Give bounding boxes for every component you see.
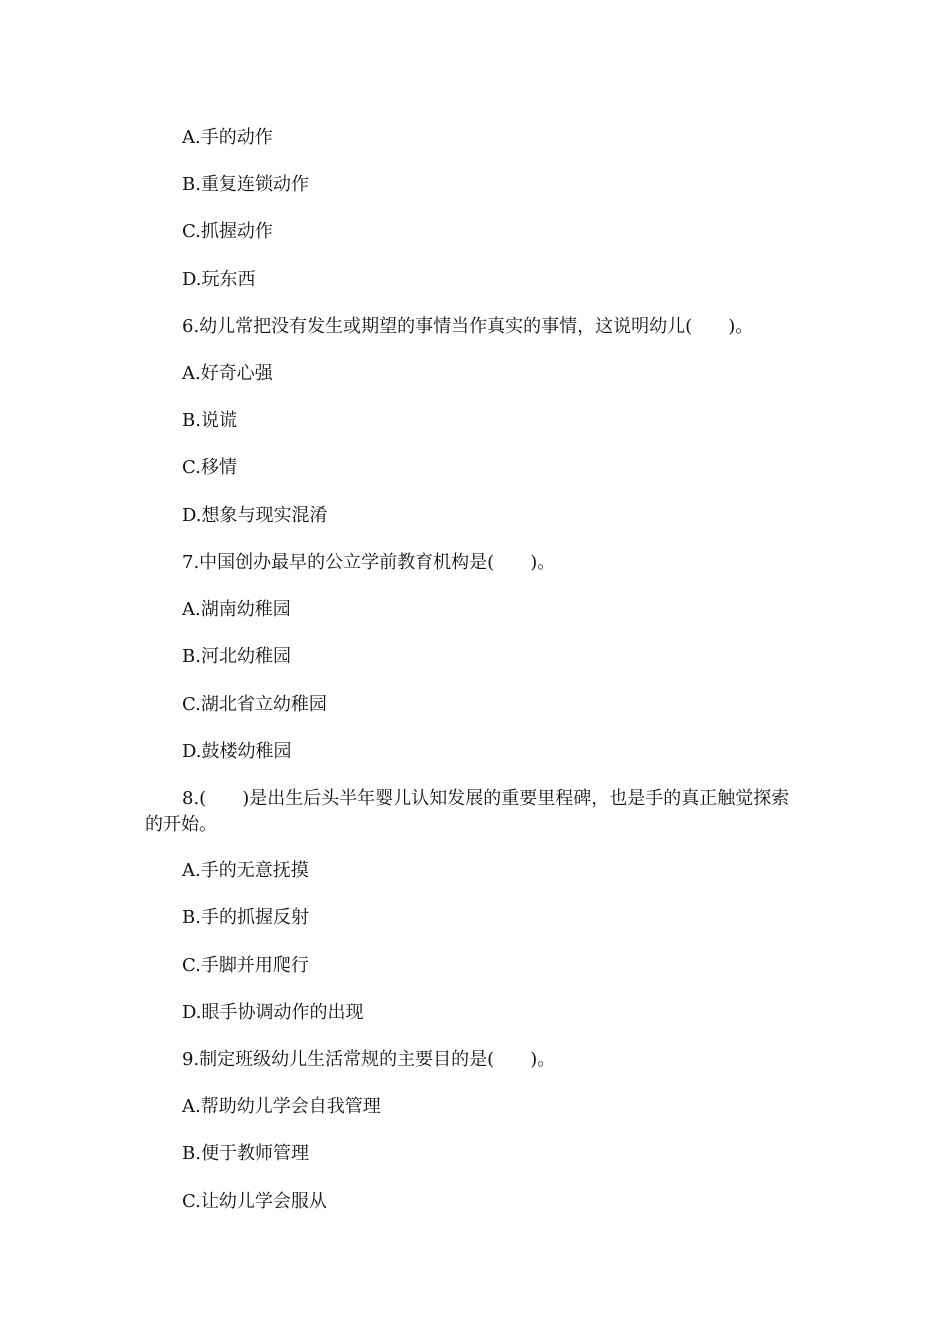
q6-option-b: B.说谎 (182, 410, 237, 431)
q7-option-b: B.河北幼稚园 (182, 646, 291, 667)
q8-option-d: D.眼手协调动作的出现 (182, 1002, 364, 1023)
question-9: 9.制定班级幼儿生活常规的主要目的是( )。 (182, 1049, 556, 1070)
q8-option-c: C.手脚并用爬行 (182, 955, 309, 976)
q7-option-d: D.鼓楼幼稚园 (182, 741, 292, 762)
q8-option-b: B.手的抓握反射 (182, 907, 309, 928)
q9-option-a: A.帮助幼儿学会自我管理 (182, 1096, 381, 1117)
question-6: 6.幼儿常把没有发生或期望的事情当作真实的事情，这说明幼儿( )。 (182, 316, 754, 337)
q6-option-d: D.想象与现实混淆 (182, 505, 328, 526)
q5-option-a: A.手的动作 (182, 127, 273, 148)
q6-option-c: C.移情 (182, 457, 237, 478)
q8-option-a: A.手的无意抚摸 (182, 860, 309, 881)
q5-option-d: D.玩东西 (182, 269, 256, 290)
q7-option-a: A.湖南幼稚园 (182, 599, 291, 620)
q7-option-c: C.湖北省立幼稚园 (182, 694, 327, 715)
q5-option-b: B.重复连锁动作 (182, 174, 309, 195)
question-8: 8.( )是出生后头半年婴儿认知发展的重要里程碑，也是手的真正触觉探索的开始。 (145, 788, 790, 835)
q5-option-c: C.抓握动作 (182, 221, 273, 242)
q9-option-b: B.便于教师管理 (182, 1143, 309, 1164)
q9-option-c: C.让幼儿学会服从 (182, 1191, 327, 1212)
question-7: 7.中国创办最早的公立学前教育机构是( )。 (182, 552, 556, 573)
q6-option-a: A.好奇心强 (182, 363, 273, 384)
